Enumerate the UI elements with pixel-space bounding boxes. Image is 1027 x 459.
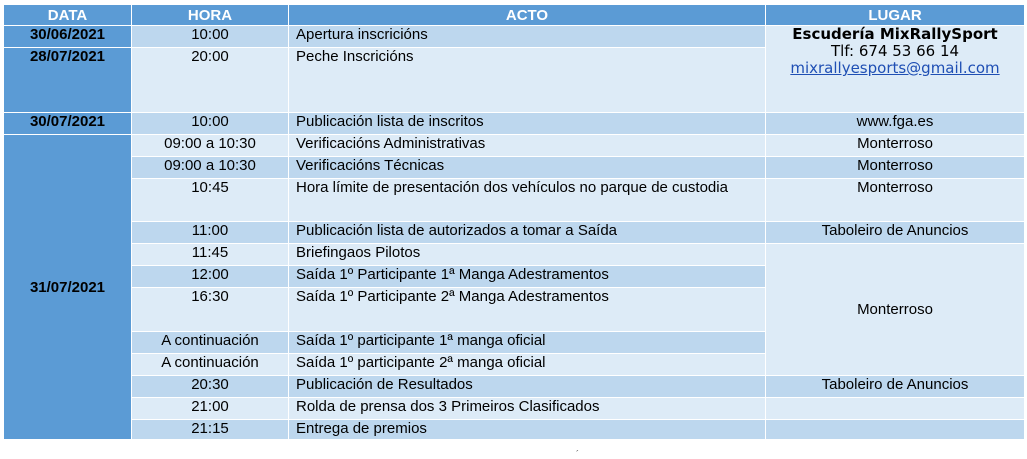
- acto-cell: Publicación lista de autorizados a tomar a Saída: [289, 222, 766, 244]
- acto-cell: Verificacións Administrativas: [289, 135, 766, 157]
- hora-cell: 11:00: [132, 222, 289, 244]
- hora-cell: 20:00: [132, 48, 289, 113]
- lugar-cell: [766, 420, 1025, 440]
- header-data: DATA: [4, 5, 132, 26]
- table-row: [4, 222, 1025, 244]
- hora-cell: A continuación: [132, 332, 289, 354]
- date-cell: 28/07/2021: [4, 48, 132, 113]
- date-cell: 30/07/2021: [4, 113, 132, 135]
- lugar-cell: Monterroso: [766, 179, 1025, 222]
- acto-cell: Publicación lista de inscritos: [289, 113, 766, 135]
- acto-cell: Saída 1º Participante 1ª Manga Adestramentos: [289, 266, 766, 288]
- header-acto: ACTO: [289, 5, 766, 26]
- acto-cell: Verificacións Técnicas: [289, 157, 766, 179]
- hora-cell: 16:30: [132, 288, 289, 332]
- table-row: [4, 376, 1025, 398]
- hora-cell: 10:00: [132, 26, 289, 48]
- contact-phone: Tlf: 674 53 66 14: [830, 42, 960, 60]
- hora-cell: 21:00: [132, 398, 289, 420]
- hora-cell: 21:15: [132, 420, 289, 440]
- table-row: [4, 398, 1025, 420]
- contact-email-link[interactable]: mixrallyesports@gmail.com: [790, 59, 1000, 77]
- header-lugar: LUGAR: [766, 5, 1025, 26]
- hora-cell: 11:45: [132, 244, 289, 266]
- hora-cell: A continuación: [132, 354, 289, 376]
- hora-cell: 12:00: [132, 266, 289, 288]
- acto-cell: Entrega de premios: [289, 420, 766, 440]
- table-row: [4, 179, 1025, 222]
- header-hora: HORA: [132, 5, 289, 26]
- acto-cell: Peche Inscricións: [289, 48, 766, 113]
- table-row: [4, 157, 1025, 179]
- schedule-table: [3, 4, 1025, 440]
- date-cell: 31/07/2021: [4, 135, 132, 440]
- hora-cell: 10:45: [132, 179, 289, 222]
- hora-cell: 20:30: [132, 376, 289, 398]
- contact-cell: [766, 26, 1025, 113]
- acto-cell: Saída 1º Participante 2ª Manga Adestramentos: [289, 288, 766, 332]
- lugar-cell: [766, 398, 1025, 420]
- bottom-accent-mark: ´: [576, 449, 579, 459]
- contact-name: Escudería MixRallySport: [792, 25, 998, 43]
- acto-cell: Briefingaos Pilotos: [289, 244, 766, 266]
- hora-cell: 09:00 a 10:30: [132, 135, 289, 157]
- table-row: [4, 420, 1025, 440]
- table-row: [4, 26, 1025, 48]
- acto-cell: Rolda de prensa dos 3 Primeiros Clasificados: [289, 398, 766, 420]
- lugar-cell: www.fga.es: [766, 113, 1025, 135]
- acto-cell: Hora límite de presentación dos vehículos no parque de custodia: [289, 179, 766, 222]
- hora-cell: 09:00 a 10:30: [132, 157, 289, 179]
- lugar-cell: Taboleiro de Anuncios: [766, 222, 1025, 244]
- hora-cell: 10:00: [132, 113, 289, 135]
- table-row: [4, 244, 1025, 266]
- acto-cell: Publicación de Resultados: [289, 376, 766, 398]
- lugar-merged-cell: Monterroso: [766, 244, 1025, 376]
- lugar-cell: Monterroso: [766, 135, 1025, 157]
- date-cell: 30/06/2021: [4, 26, 132, 48]
- lugar-cell: Monterroso: [766, 157, 1025, 179]
- header-row: [4, 5, 1025, 26]
- acto-cell: Saída 1º participante 2ª manga oficial: [289, 354, 766, 376]
- acto-cell: Apertura inscricións: [289, 26, 766, 48]
- acto-cell: Saída 1º participante 1ª manga oficial: [289, 332, 766, 354]
- table-row: [4, 113, 1025, 135]
- lugar-cell: Taboleiro de Anuncios: [766, 376, 1025, 398]
- table-row: [4, 135, 1025, 157]
